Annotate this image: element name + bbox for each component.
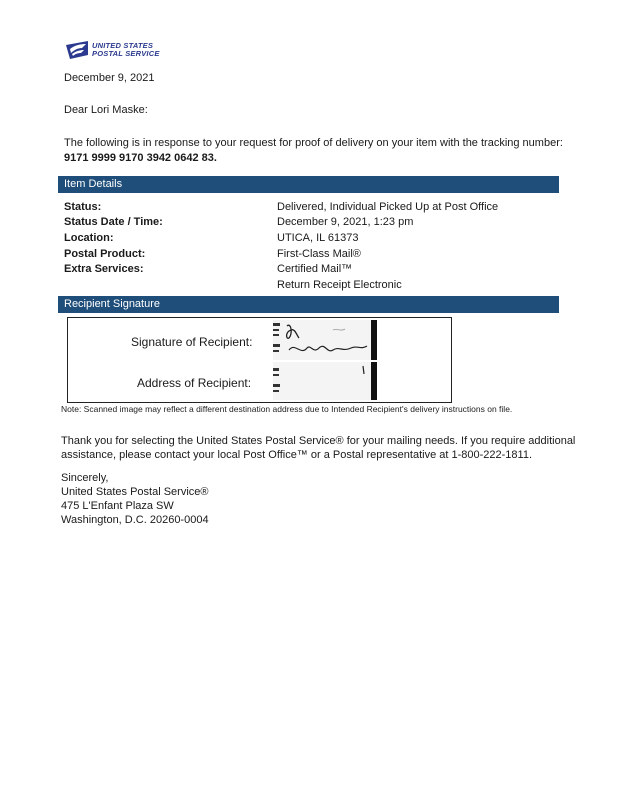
recipient-signature-heading: Recipient Signature <box>58 296 559 313</box>
tracking-number: 9171 9999 9170 3942 0642 83. <box>64 152 217 164</box>
logo-line-2: POSTAL SERVICE <box>92 49 160 58</box>
signature-image <box>273 320 377 360</box>
letter-date: December 9, 2021 <box>64 72 155 84</box>
detail-label-status: Status: <box>64 201 102 213</box>
signature-label: Signature of Recipient: <box>131 335 253 349</box>
detail-value-extra-services: Certified Mail™ <box>277 263 353 275</box>
detail-label-postal-product: Postal Product: <box>64 248 146 260</box>
sender-address-1: 475 L'Enfant Plaza SW <box>61 500 174 512</box>
sincerely: Sincerely, <box>61 472 109 484</box>
thanks-line-1: Thank you for selecting the United States Postal Service® for your mailing needs. If you require additional <box>61 435 576 447</box>
detail-value-location: UTICA, IL 61373 <box>277 232 359 244</box>
salutation: Dear Lori Maske: <box>64 104 148 116</box>
sender-address-2: Washington, D.C. 20260-0004 <box>61 514 209 526</box>
detail-label-location: Location: <box>64 232 114 244</box>
eagle-logo-icon <box>66 41 88 59</box>
address-image <box>273 362 377 400</box>
logo-line-1: UNITED STATES <box>92 41 154 50</box>
detail-value-postal-product: First-Class Mail® <box>277 248 361 260</box>
thanks-line-2: assistance, please contact your local Post Office™ or a Postal representative at 1-800-222-1811. <box>61 449 533 461</box>
signature-box <box>67 317 452 403</box>
detail-value-status: Delivered, Individual Picked Up at Post Office <box>277 201 499 213</box>
item-details-heading: Item Details <box>58 176 559 193</box>
detail-label-date-time: Status Date / Time: <box>64 216 163 228</box>
address-label: Address of Recipient: <box>137 376 252 390</box>
detail-value-date-time: December 9, 2021, 1:23 pm <box>277 216 414 228</box>
sender-name: United States Postal Service® <box>61 486 209 498</box>
scanned-image-note: Note: Scanned image may reflect a different destination address due to Intended Recipient's delivery instructions on file. <box>61 404 513 414</box>
detail-label-extra-services: Extra Services: <box>64 263 144 275</box>
detail-value-extra-services-2: Return Receipt Electronic <box>277 279 402 291</box>
usps-logo <box>66 41 160 59</box>
intro-text: The following is in response to your request for proof of delivery on your item with the tracking number: <box>64 137 563 149</box>
